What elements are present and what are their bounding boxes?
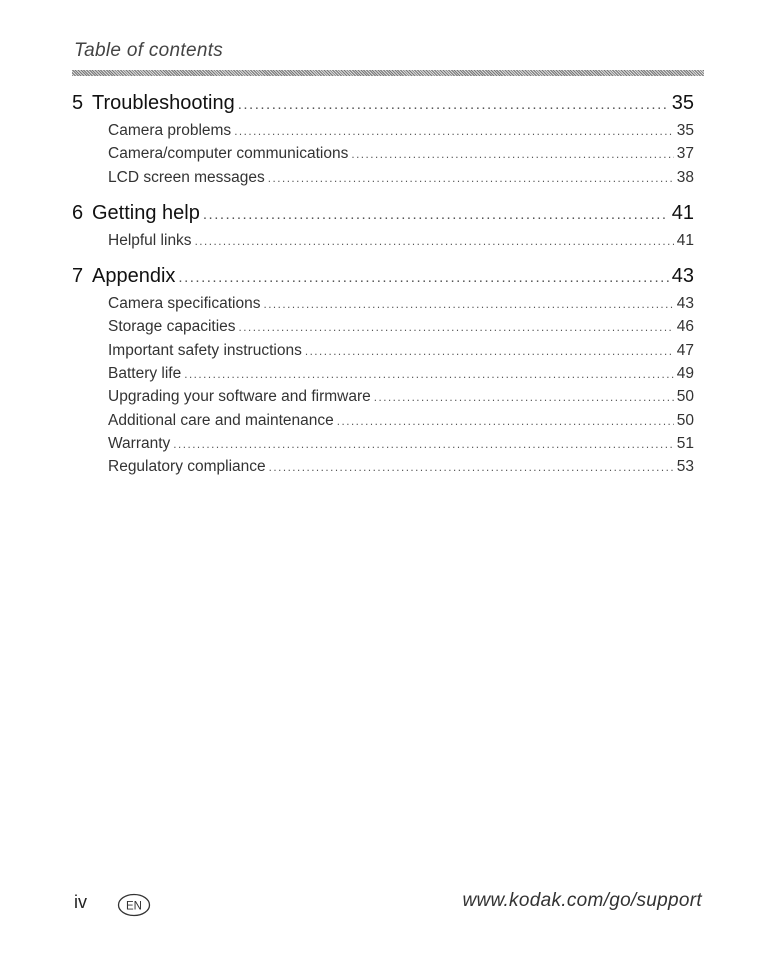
toc-entry[interactable] <box>72 232 694 255</box>
entry-title: Camera problems <box>108 122 232 139</box>
toc-entry[interactable] <box>72 365 694 388</box>
entry-page: 35 <box>676 122 694 139</box>
chapter-title: Appendix <box>92 265 176 288</box>
toc-entry[interactable] <box>72 122 694 145</box>
toc-entry[interactable] <box>72 342 694 365</box>
chapter-title: Getting help <box>92 201 200 224</box>
entry-title: Camera specifications <box>108 295 261 313</box>
toc-entry[interactable] <box>72 318 694 341</box>
entry-page: 41 <box>676 231 694 249</box>
chapter-number: 6 <box>72 201 84 224</box>
entry-title: LCD screen messages <box>108 168 265 186</box>
chapter-title: Troubleshooting <box>92 92 235 114</box>
dot-leader <box>195 235 674 248</box>
entry-title: Camera/computer communications <box>108 145 349 163</box>
chapter-number: 7 <box>72 265 84 288</box>
dot-leader <box>239 321 674 334</box>
entry-page: 50 <box>676 411 694 429</box>
dot-leader <box>351 148 673 161</box>
chapter-page: 41 <box>671 201 694 224</box>
entry-page: 38 <box>676 168 694 186</box>
entry-page: 47 <box>676 341 694 359</box>
toc-chapter-row[interactable] <box>72 265 694 295</box>
dot-leader <box>374 391 674 404</box>
toc-chapter-row[interactable] <box>72 92 694 122</box>
dot-leader <box>269 461 674 474</box>
toc-chapter-row[interactable] <box>72 202 694 232</box>
dot-leader <box>337 415 674 428</box>
dot-leader <box>173 438 673 451</box>
dot-leader <box>178 269 668 286</box>
toc-entry[interactable] <box>72 145 694 168</box>
table-of-contents <box>72 92 694 492</box>
entry-page: 43 <box>676 295 694 313</box>
toc-section-appendix <box>72 265 694 481</box>
toc-section-getting-help <box>72 202 694 255</box>
entry-title: Regulatory compliance <box>108 458 266 476</box>
toc-entry[interactable] <box>72 169 694 192</box>
entry-title: Additional care and maintenance <box>108 411 334 429</box>
dot-leader <box>305 345 674 358</box>
toc-section-troubleshooting <box>72 92 694 192</box>
language-en-icon <box>117 893 151 917</box>
entry-page: 46 <box>676 318 694 336</box>
toc-entry[interactable] <box>72 412 694 435</box>
chapter-page: 43 <box>671 265 694 288</box>
toc-entry[interactable] <box>72 388 694 411</box>
toc-entry[interactable] <box>72 295 694 318</box>
entry-page: 50 <box>676 388 694 406</box>
page-number: iv <box>74 892 87 912</box>
entry-title: Important safety instructions <box>108 341 302 359</box>
entry-page: 49 <box>676 365 694 383</box>
entry-page: 37 <box>676 145 694 163</box>
entry-title: Warranty <box>108 434 171 452</box>
dot-leader <box>234 125 674 138</box>
support-url-link[interactable]: www.kodak.com/go/support <box>462 890 702 911</box>
entry-title: Storage capacities <box>108 318 236 336</box>
language-badge-label: EN <box>126 900 142 913</box>
toc-entry[interactable] <box>72 435 694 458</box>
entry-title: Helpful links <box>108 231 192 249</box>
header-divider <box>72 70 704 76</box>
page-title: Table of contents <box>74 40 224 61</box>
dot-leader <box>238 96 669 113</box>
toc-entry[interactable] <box>72 458 694 481</box>
entry-title: Upgrading your software and firmware <box>108 388 371 406</box>
chapter-number: 5 <box>72 92 84 114</box>
dot-leader <box>184 368 674 381</box>
entry-page: 53 <box>676 458 694 476</box>
dot-leader <box>268 172 674 185</box>
dot-leader <box>263 298 673 311</box>
entry-title: Battery life <box>108 365 182 383</box>
chapter-page: 35 <box>671 92 694 114</box>
entry-page: 51 <box>676 434 694 452</box>
dot-leader <box>203 206 669 223</box>
